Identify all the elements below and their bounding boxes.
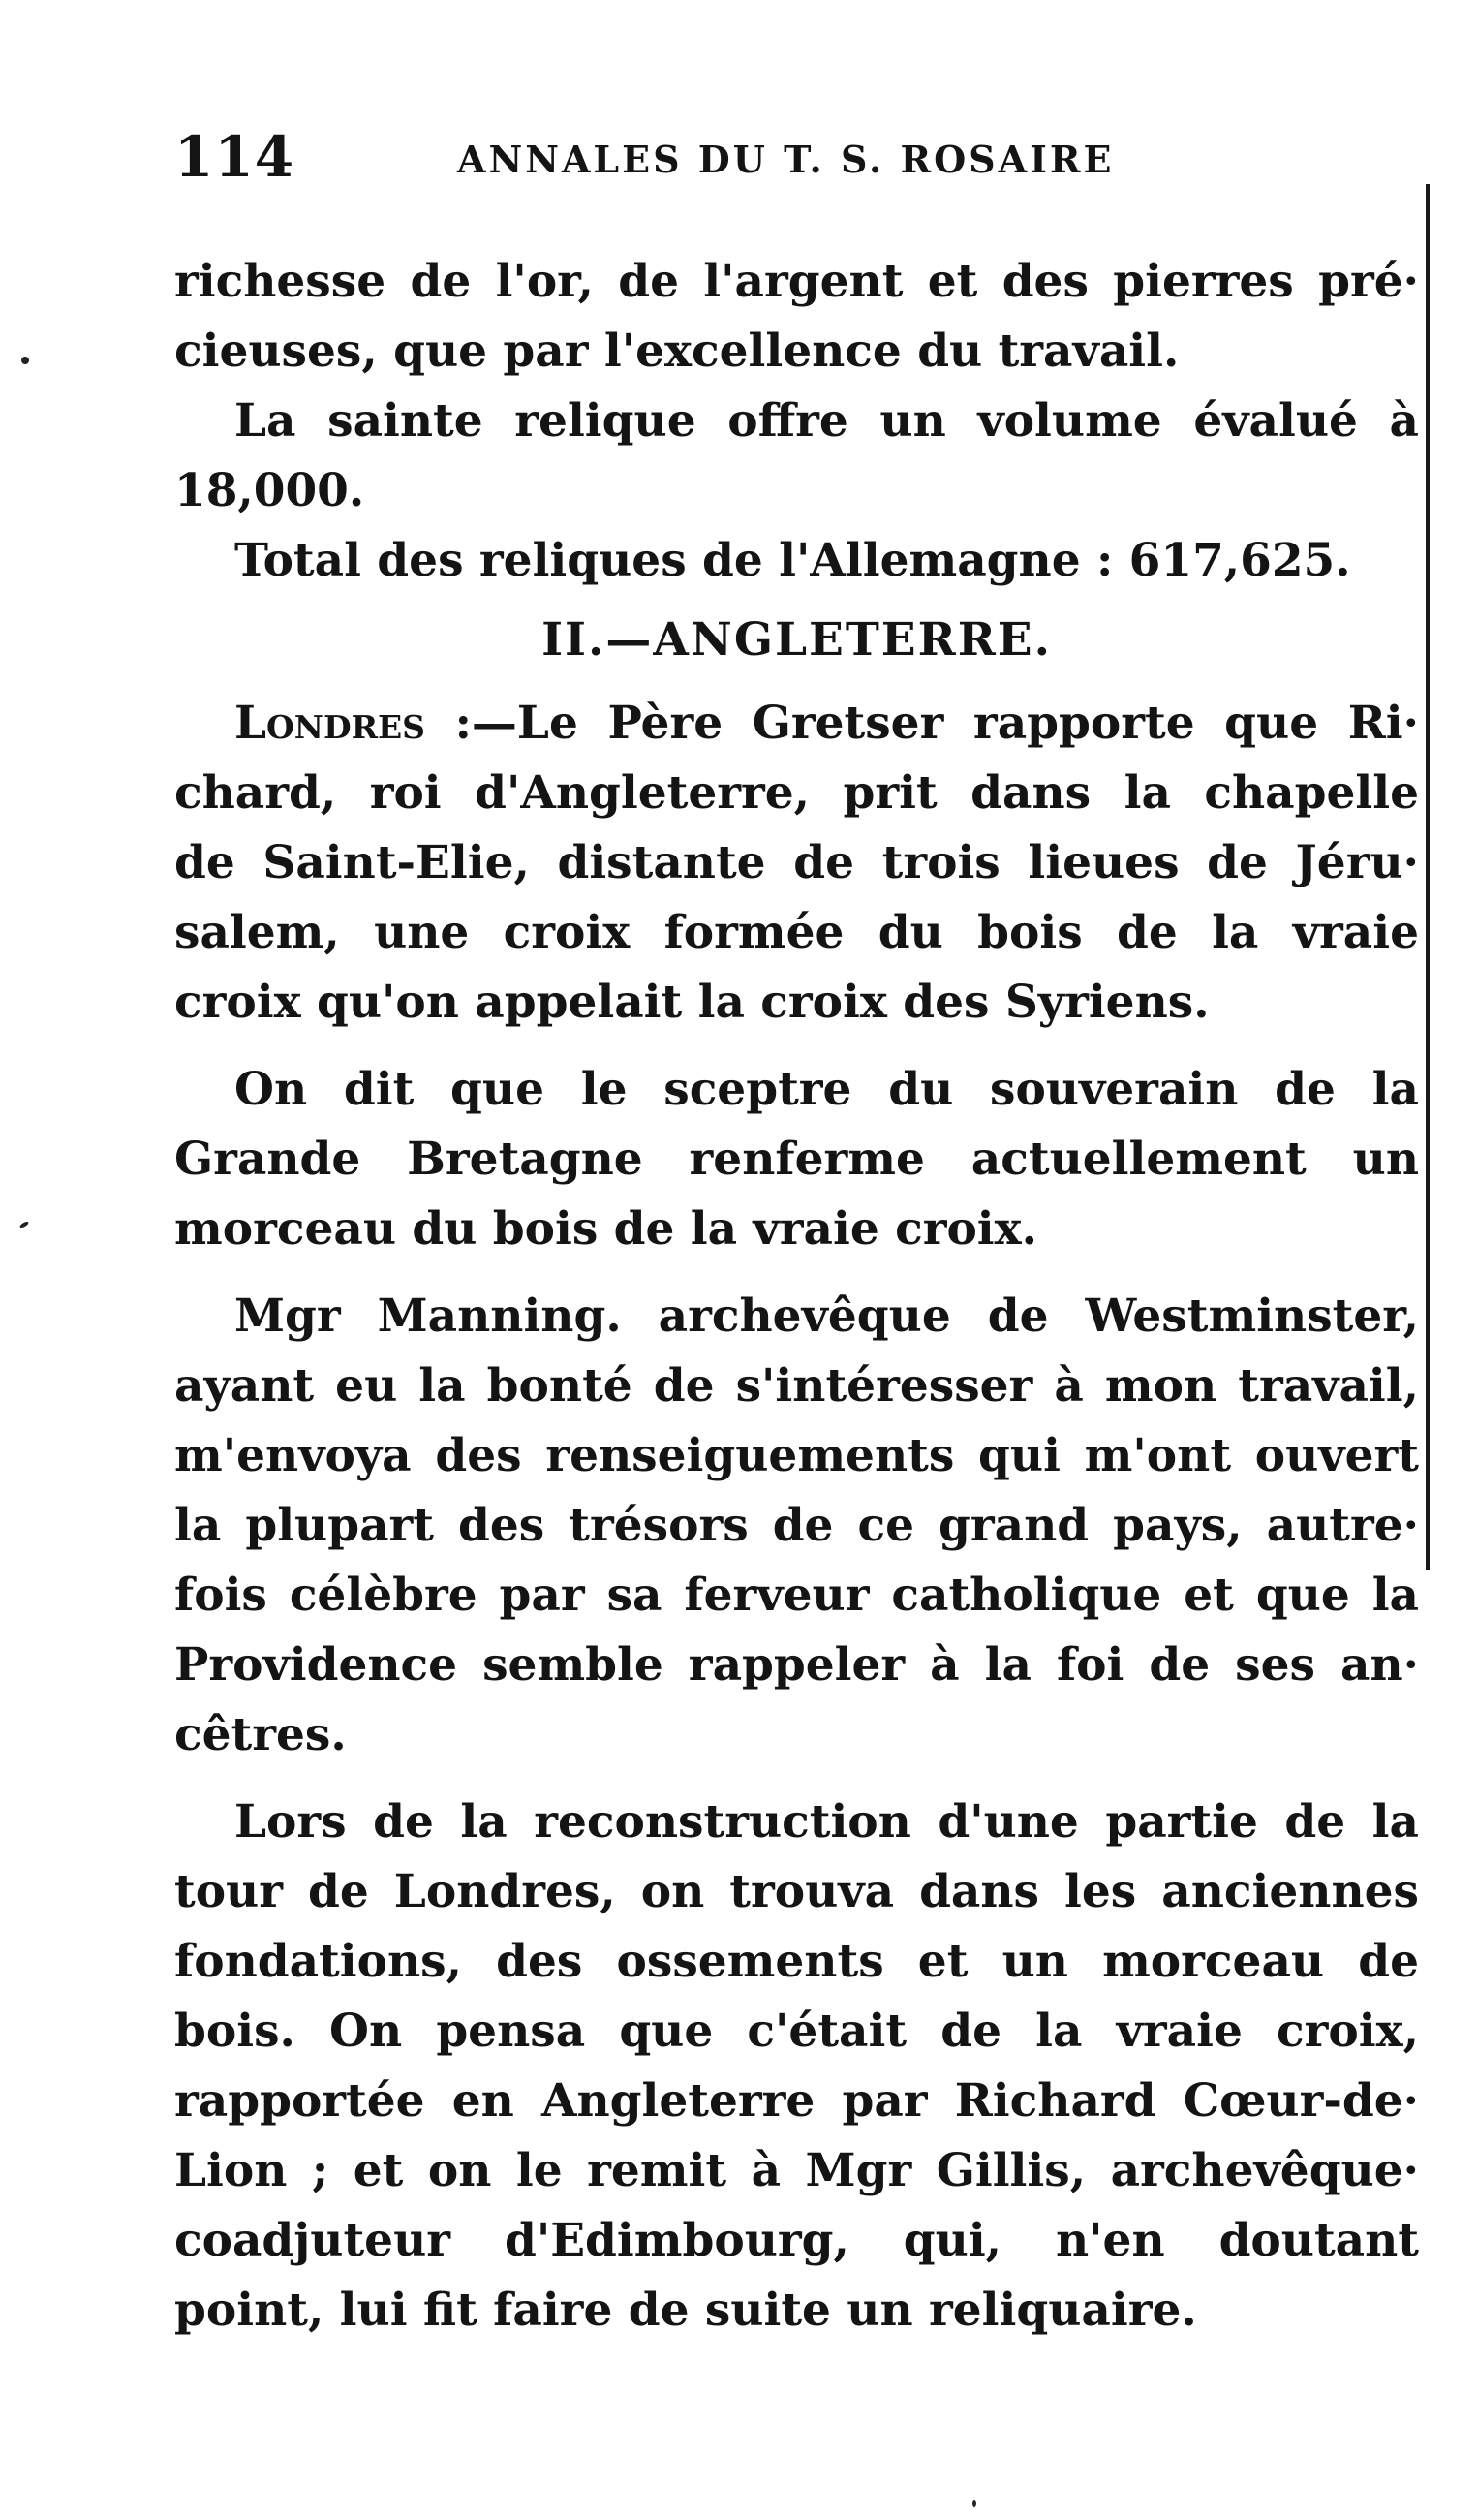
text-line: la plupart des trésors de ce grand pays, autre· bbox=[174, 1499, 1419, 1552]
paragraph-gap bbox=[174, 1038, 1419, 1055]
text-line: La sainte relique offre un volume évalué à bbox=[234, 394, 1419, 448]
text-fragment: :—Le Père Gretser rapporte que Ri· bbox=[424, 697, 1419, 750]
text-line: 18,000. bbox=[174, 464, 365, 517]
paragraph-gap bbox=[174, 1770, 1419, 1788]
text-line: Providence semble rappeler à la foi de ses an· bbox=[174, 1638, 1419, 1692]
text-line: tour de Londres, on trouva dans les anciennes bbox=[174, 1865, 1419, 1918]
ink-speck bbox=[19, 1221, 30, 1229]
text-line: morceau du bois de la vraie croix. bbox=[174, 1202, 1038, 1256]
text-line: On dit que le sceptre du souverain de la bbox=[234, 1063, 1419, 1116]
text-line: ayant eu la bonté de s'intéresser à mon travail, bbox=[174, 1359, 1419, 1413]
text-line: bois. On pensa que c'était de la vraie croix, bbox=[174, 2005, 1419, 2058]
text-line: Total des reliques de l'Allemagne : 617,625. bbox=[234, 534, 1351, 587]
text-line: richesse de l'or, de l'argent et des pierres pré· bbox=[174, 255, 1419, 308]
section-heading: II.—ANGLETERRE. bbox=[541, 613, 1052, 667]
text-line: fondations, des ossements et un morceau de bbox=[174, 1935, 1419, 1988]
running-head: ANNALES DU T. S. ROSAIRE bbox=[457, 138, 1115, 181]
text-line: Lion ; et on le remit à Mgr Gillis, archevêque· bbox=[174, 2144, 1419, 2197]
ink-speck bbox=[21, 357, 29, 364]
text-line: Mgr Manning. archevêque de Westminster, bbox=[234, 1290, 1419, 1343]
text-line: coadjuteur d'Edimbourg, qui, n'en doutant bbox=[174, 2214, 1419, 2267]
margin-rule bbox=[1426, 184, 1430, 1570]
text-line: croix qu'on appelait la croix des Syriens. bbox=[174, 976, 1210, 1029]
place-name: Londres bbox=[234, 697, 425, 750]
text-line: cêtres. bbox=[174, 1708, 347, 1761]
text-line: point, lui fit faire de suite un reliquaire. bbox=[174, 2284, 1197, 2337]
text-line: chard, roi d'Angleterre, prit dans la chapelle bbox=[174, 766, 1419, 820]
text-line: Grande Bretagne renferme actuellement un bbox=[174, 1133, 1419, 1186]
text-line: Lors de la reconstruction d'une partie de la bbox=[234, 1795, 1419, 1849]
paragraph-gap bbox=[174, 1264, 1419, 1282]
text-line: cieuses, que par l'excellence du travail. bbox=[174, 325, 1180, 378]
body-text bbox=[174, 247, 1419, 2346]
page-header bbox=[174, 124, 1433, 192]
text-line: salem, une croix formée du bois de la vraie bbox=[174, 906, 1419, 959]
text-line bbox=[174, 689, 1419, 759]
ink-speck bbox=[972, 2500, 976, 2507]
text-line: fois célèbre par sa ferveur catholique et que la bbox=[174, 1569, 1419, 1622]
page-number: 114 bbox=[174, 124, 295, 190]
text-line: de Saint-Elie, distante de trois lieues de Jéru· bbox=[174, 836, 1419, 889]
text-line: rapportée en Angleterre par Richard Cœur-de· bbox=[174, 2074, 1419, 2128]
text-line: m'envoya des renseiguements qui m'ont ouvert bbox=[174, 1429, 1419, 1482]
